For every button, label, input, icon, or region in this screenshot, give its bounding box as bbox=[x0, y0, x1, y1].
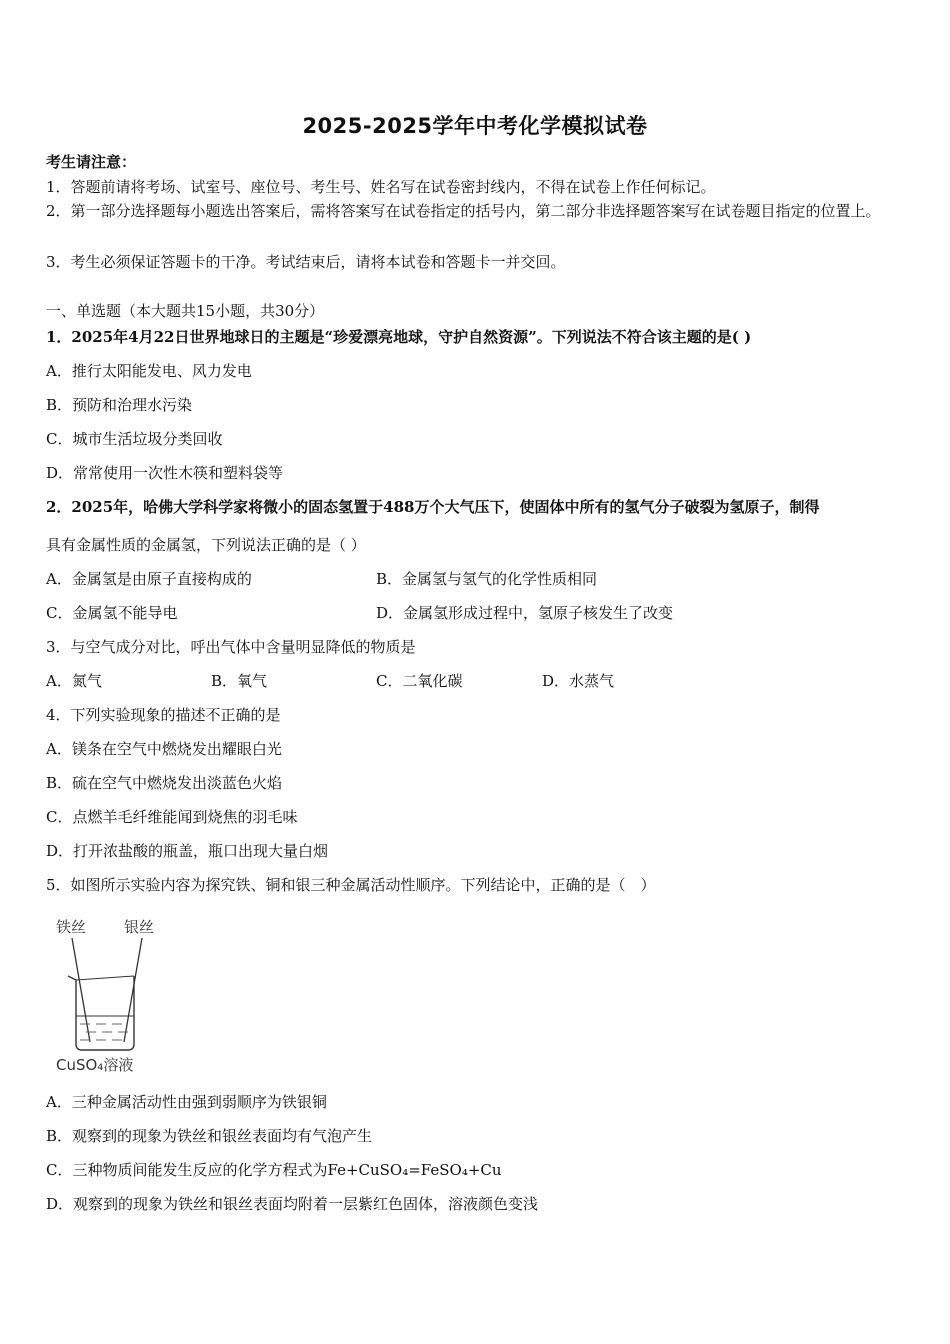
beaker-figure bbox=[50, 912, 170, 1077]
notice-item-2: 2．第一部分选择题每小题选出答案后，需将答案写在试卷指定的括号内，第二部分非选择题答案写在试卷题目指定的位置上。 bbox=[46, 202, 881, 220]
q4-option-d: D．打开浓盐酸的瓶盖，瓶口出现大量白烟 bbox=[46, 842, 329, 860]
q3-option-a: A．氮气 bbox=[46, 672, 102, 690]
q1-option-d: D．常常使用一次性木筷和塑料袋等 bbox=[46, 464, 284, 482]
q2-stem-line1: 2．2025年，哈佛大学科学家将微小的固态氢置于488万个大气压下，使固体中所有的氢气分子破裂为氢原子，制得 bbox=[46, 498, 820, 516]
q3-option-b: B．氧气 bbox=[211, 672, 268, 690]
q1-stem: 1．2025年4月22日世界地球日的主题是“珍爱漂亮地球，守护自然资源”。下列说法不符合该主题的是( ) bbox=[46, 328, 752, 346]
q5-option-b: B．观察到的现象为铁丝和银丝表面均有气泡产生 bbox=[46, 1127, 373, 1145]
notice-item-3: 3．考生必须保证答题卡的干净。考试结束后，请将本试卷和答题卡一并交回。 bbox=[46, 253, 566, 271]
section-heading: 一、单选题（本大题共15小题，共30分） bbox=[46, 302, 325, 320]
q2-option-b: B．金属氢与氢气的化学性质相同 bbox=[376, 570, 598, 588]
q2-stem-line2: 具有金属性质的金属氢，下列说法正确的是（ ） bbox=[46, 536, 366, 554]
q2-option-c: C．金属氢不能导电 bbox=[46, 604, 178, 622]
beaker-rim bbox=[76, 976, 134, 980]
q5-option-c: C．三种物质间能发生反应的化学方程式为Fe+CuSO₄=FeSO₄+Cu bbox=[46, 1161, 502, 1179]
q3-option-c: C．二氧化碳 bbox=[376, 672, 463, 690]
q5-option-d: D．观察到的现象为铁丝和银丝表面均附着一层紫红色固体，溶液颜色变浅 bbox=[46, 1195, 539, 1213]
notice-heading: 考生请注意： bbox=[46, 153, 137, 171]
q2-option-d: D．金属氢形成过程中，氢原子核发生了改变 bbox=[376, 604, 674, 622]
page-title: 2025-2025学年中考化学模拟试卷 bbox=[302, 114, 648, 138]
q3-option-d: D．水蒸气 bbox=[542, 672, 615, 690]
q4-option-b: B．硫在空气中燃烧发出淡蓝色火焰 bbox=[46, 774, 283, 792]
q4-option-c: C．点燃羊毛纤维能闻到烧焦的羽毛味 bbox=[46, 808, 298, 826]
q2-option-a: A．金属氢是由原子直接构成的 bbox=[46, 570, 252, 588]
silver-wire-label: 银丝 bbox=[124, 918, 155, 936]
q4-stem: 4．下列实验现象的描述不正确的是 bbox=[46, 706, 281, 724]
q5-option-a: A．三种金属活动性由强到弱顺序为铁银铜 bbox=[46, 1093, 327, 1111]
q3-stem: 3．与空气成分对比，呼出气体中含量明显降低的物质是 bbox=[46, 638, 416, 656]
solution-label: CuSO₄溶液 bbox=[56, 1056, 134, 1074]
q5-stem: 5．如图所示实验内容为探究铁、铜和银三种金属活动性顺序。下列结论中，正确的是（ ） bbox=[46, 876, 656, 894]
q1-option-a: A．推行太阳能发电、风力发电 bbox=[46, 362, 252, 380]
q1-option-c: C．城市生活垃圾分类回收 bbox=[46, 430, 223, 448]
q1-option-b: B．预防和治理水污染 bbox=[46, 396, 193, 414]
beaker-diagram bbox=[50, 932, 170, 1072]
iron-wire bbox=[72, 938, 90, 1042]
q4-option-a: A．镁条在空气中燃烧发出耀眼白光 bbox=[46, 740, 282, 758]
silver-wire bbox=[124, 938, 142, 1042]
notice-item-1: 1．答题前请将考场、试室号、座位号、考生号、姓名写在试卷密封线内，不得在试卷上作任何标记。 bbox=[46, 178, 716, 196]
iron-wire-label: 铁丝 bbox=[56, 918, 87, 936]
